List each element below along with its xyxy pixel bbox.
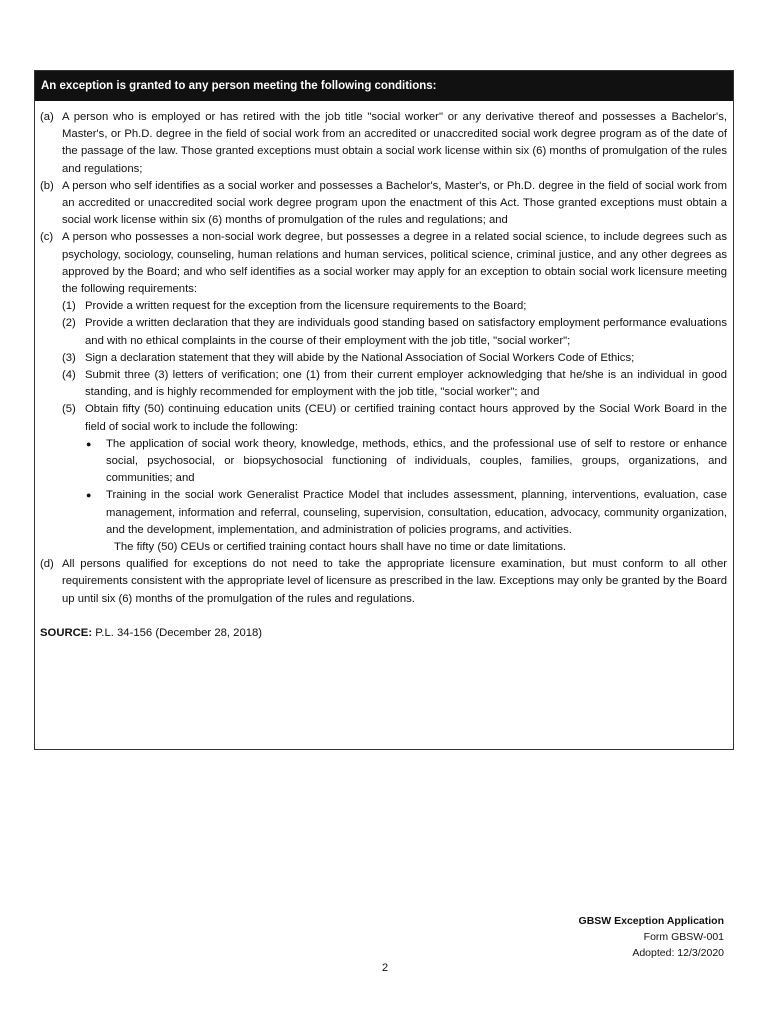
requirement-3	[62, 350, 727, 367]
requirement-5-text: Obtain fifty (50) continuing education units (CEU) or certified training contact hours approved by the Social Work Board in the field of social work to include the following:	[85, 403, 727, 433]
training-bullet-2-text: Training in the social work Generalist Practice Model that includes assessment, planning, interventions, evaluation, case management, information and referral, counseling, supervision, consultation, education, advocacy, community organization, and the development, implementation, and administration of policies programs, and activities.	[106, 489, 727, 536]
requirement-2-marker: (2)	[62, 317, 76, 330]
page-number: 2	[381, 962, 389, 974]
condition-a-marker: (a)	[40, 111, 54, 123]
requirement-3-text: Sign a declaration statement that they will abide by the National Association of Social Workers Code of Ethics;	[85, 351, 635, 364]
requirement-5	[62, 401, 727, 435]
condition-d-marker: (d)	[40, 558, 54, 571]
form-title: GBSW Exception Application	[578, 915, 724, 927]
training-bullet-1-text: The application of social work theory, knowledge, methods, ethics, and the professional use of self to restore or enhance social, psychosocial, or biopsychosocial functioning of individuals, couples, families, groups, organizations, and communities; and	[106, 437, 727, 485]
training-bullet-1	[62, 436, 727, 488]
adopted-date: Adopted: 12/3/2020	[632, 947, 724, 959]
conditions-header: An exception is granted to any person meeting the following conditions:	[35, 71, 733, 101]
condition-a	[40, 109, 727, 178]
training-bullet-2	[62, 487, 727, 539]
form-footer	[579, 913, 724, 961]
source-text: P.L. 34-156 (December 28, 2018)	[92, 626, 263, 639]
requirement-1-marker: (1)	[62, 300, 76, 313]
requirement-4-text: Submit three (3) letters of verification; one (1) from their current employer acknowledging that he/she is an individual in good standing, and is highly recommended for employment with the job title, "social worker"; and	[85, 369, 727, 399]
condition-b	[40, 178, 727, 230]
bullet-icon: ●	[86, 490, 92, 501]
condition-d	[40, 556, 727, 608]
requirement-4	[62, 367, 727, 401]
requirement-4-marker: (4)	[62, 369, 76, 382]
condition-a-text: A person who is employed or has retired with the job title "social worker" or any derivative thereof and possesses a Bachelor's, Master's, or Ph.D. degree in the field of social work from an accredited or unaccredited social work degree program as of the date of the passage of the law. Those granted exceptions must obtain a social work license within six (6) months of promulgation of the rules and regulations;	[62, 111, 727, 175]
condition-c-text: A person who possesses a non-social work degree, but possesses a degree in a related social science, to include degrees such as psychology, sociology, counseling, human relations and human services, political science, criminal justice, and any other degrees as approved by the Board; and who self identifies as a social worker may apply for an exception to obtain social work licensure meeting the following requirements:	[62, 231, 727, 296]
requirement-1	[62, 298, 727, 315]
requirement-5-marker: (5)	[62, 403, 76, 416]
bullet-icon: ●	[86, 438, 92, 449]
source-label: SOURCE:	[40, 626, 93, 639]
source-citation	[40, 625, 727, 642]
requirement-1-text: Provide a written request for the exception from the licensure requirements to the Board;	[85, 300, 527, 313]
requirement-3-marker: (3)	[62, 351, 76, 364]
condition-b-marker: (b)	[40, 179, 54, 192]
conditions-box	[34, 70, 734, 750]
ceu-note: The fifty (50) CEUs or certified training contact hours shall have no time or date limitations.	[114, 541, 567, 554]
condition-c	[40, 229, 727, 556]
condition-c-marker: (c)	[40, 231, 54, 244]
conditions-body	[35, 101, 733, 642]
requirement-2	[62, 315, 727, 349]
condition-b-text: A person who self identifies as a social worker and possesses a Bachelor's, Master's, or Ph.D. degree in the field of social work from an accredited or unaccredited social work degree program upon the enactment of this Act. Those granted exceptions must obtain a social work license within six (6) months of promulgation of the rules and regulations; and	[62, 179, 727, 227]
requirement-2-text: Provide a written declaration that they are individuals good standing based on satisfactory employment performance evaluations and with no ethical complaints in the course of their employment with the job title, "social worker";	[85, 317, 727, 347]
form-number: Form GBSW-001	[643, 931, 724, 943]
condition-d-text: All persons qualified for exceptions do not need to take the appropriate licensure examination, but must conform to all other requirements consistent with the appropriate level of licensure as prescribed in the law. Exceptions may only be granted by the Board up until six (6) months of the promulgation of the rules and regulations.	[62, 558, 727, 605]
